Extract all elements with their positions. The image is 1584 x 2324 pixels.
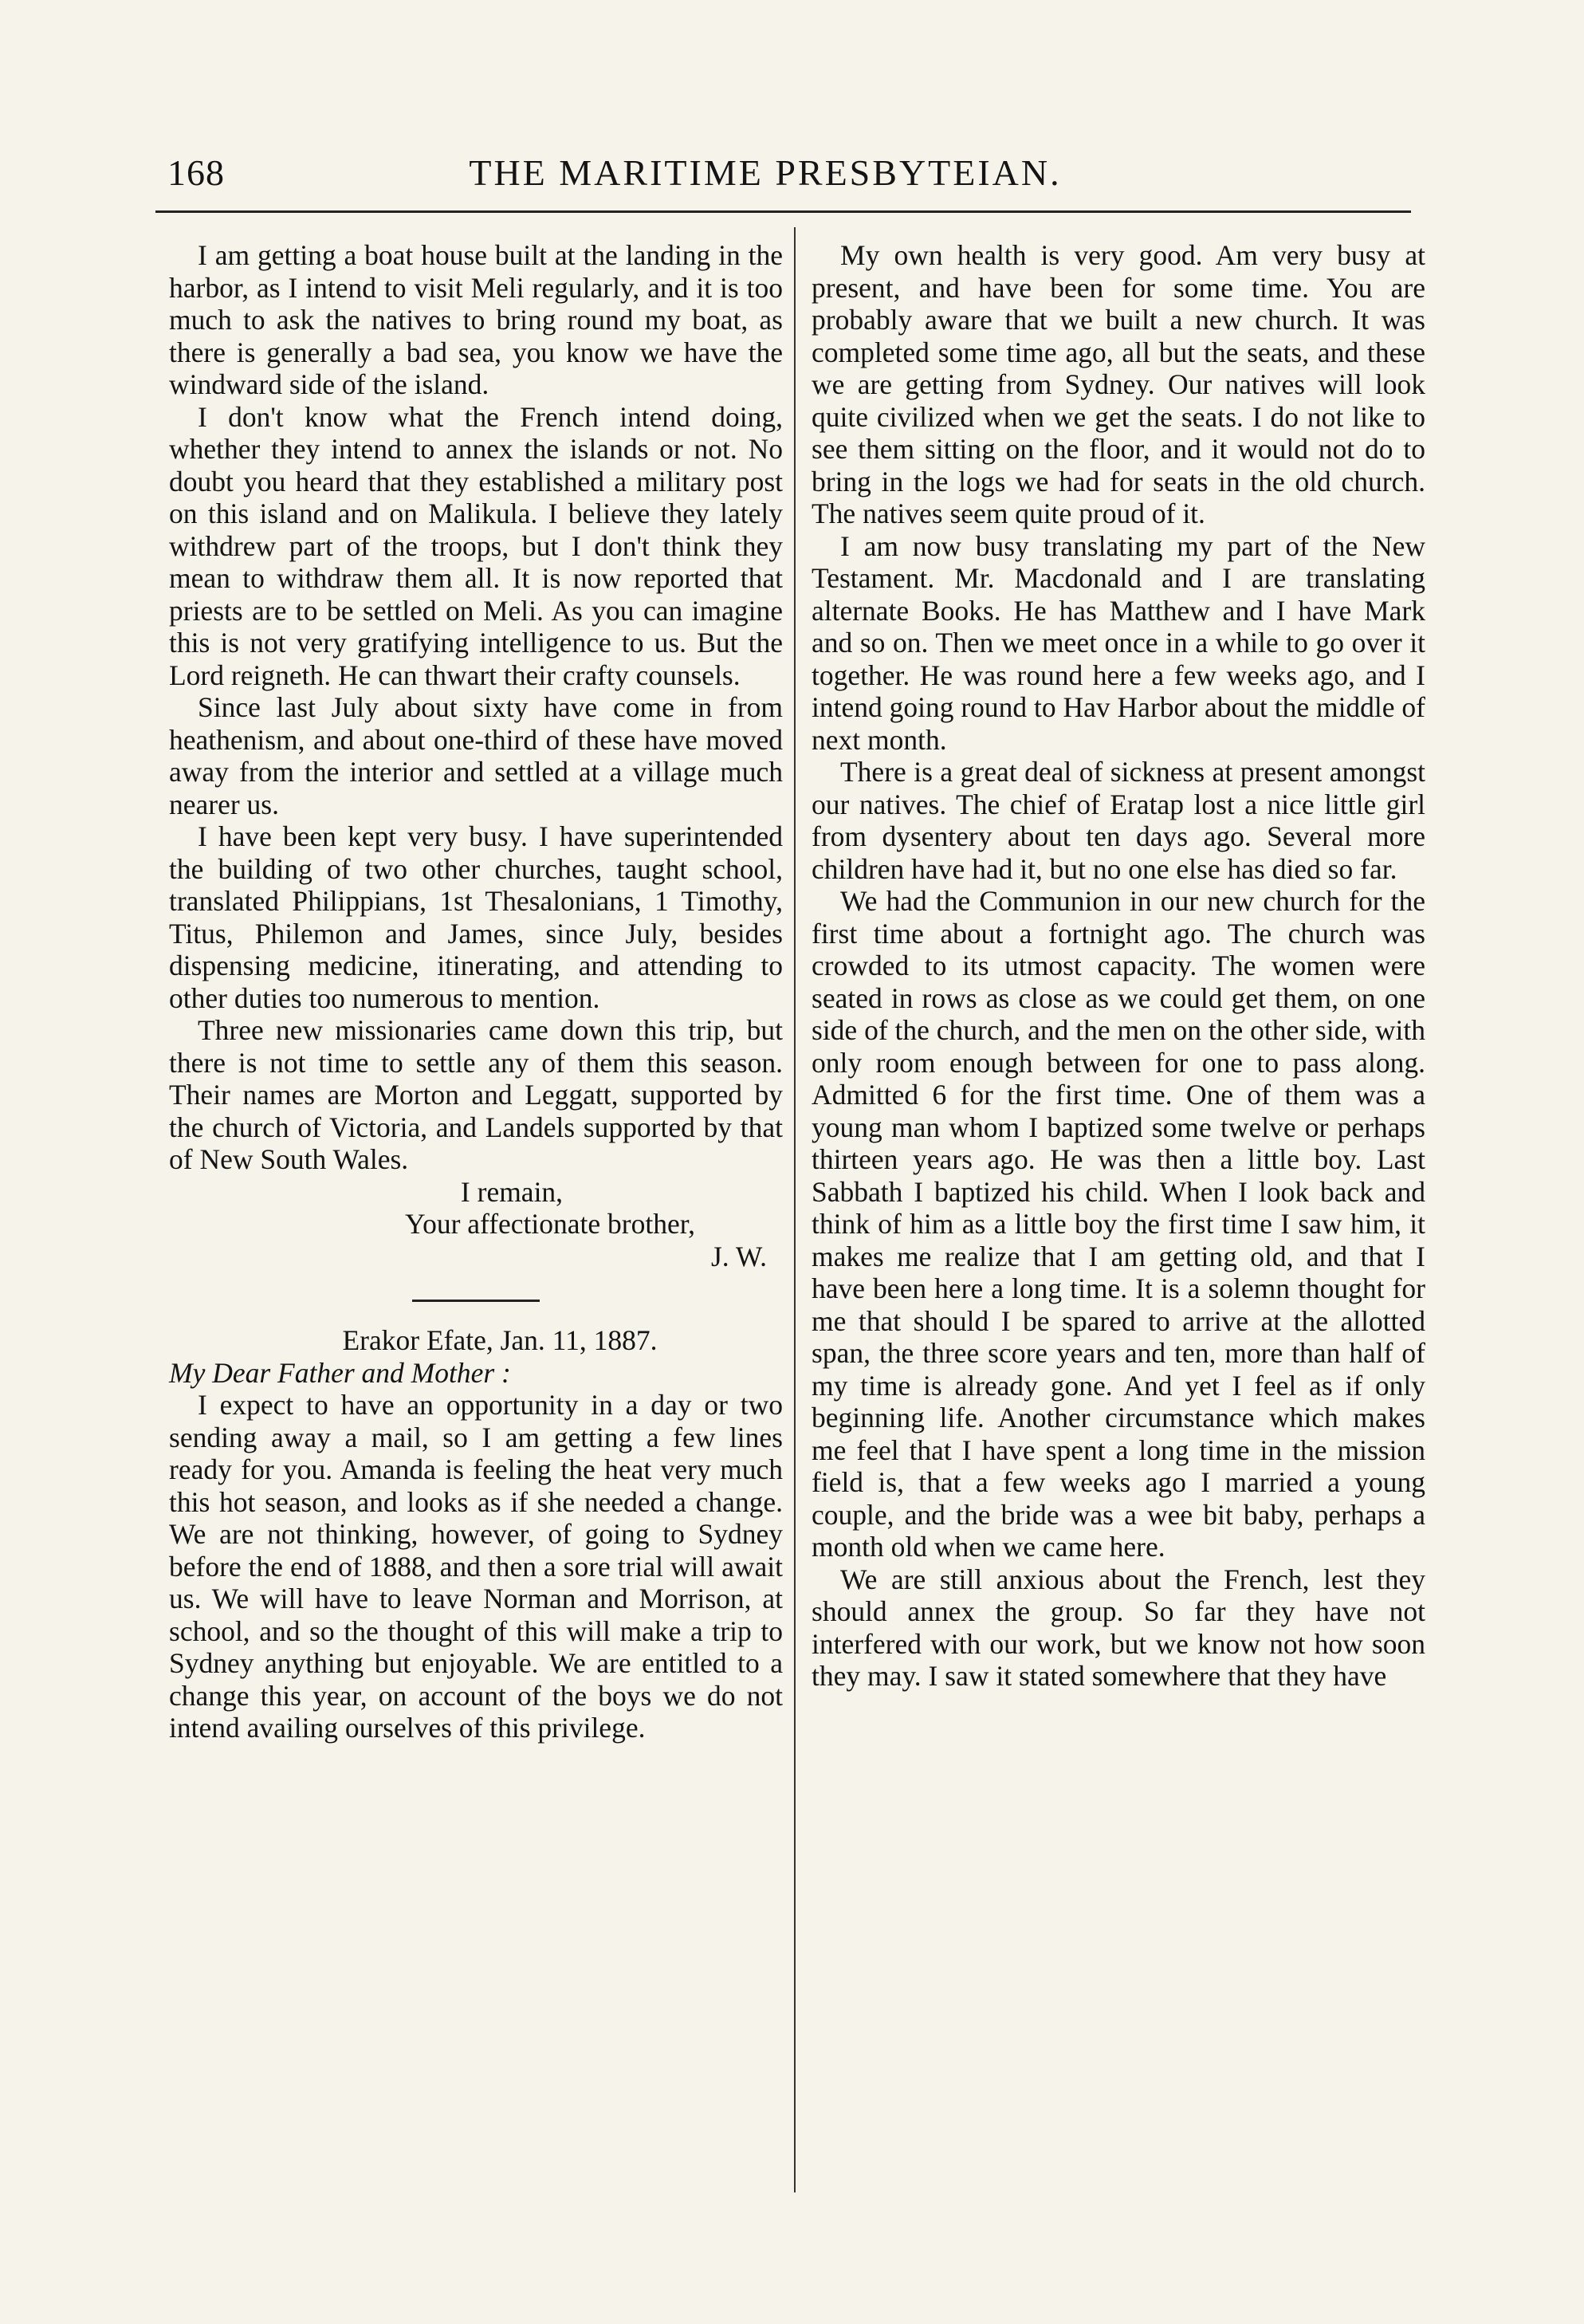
paragraph: I don't know what the French intend doing, whether they intend to annex the islands or not. No doubt you heard that they established a military post on this island and on Malikula. I believe they lately withdrew part of the troops, but I don't think they mean to withdraw them all. It is now reported that priests are to be settled on Meli. As you can imagine this is not very gratifying intelligence to us. But the Lord reigneth. He can thwart their crafty counsels. (169, 400, 783, 691)
signoff-remain: I remain, (460, 1175, 564, 1208)
paragraph: I have been kept very busy. I have superintended the building of two other churches, taught school, translated Philippians, 1st Thesalonians, 1 Timothy, Titus, Philemon and James, since July, besides dispensing medicine, itinerating, and attending to other duties too numerous to mention. (169, 820, 783, 1014)
page-number: 168 (167, 152, 225, 193)
letter-separator (412, 1300, 540, 1302)
left-column (169, 239, 783, 1744)
right-column (812, 239, 1425, 1693)
paragraph: Three new missionaries came down this trip, but there is not time to settle any of them this season. Their names are Morton and Leggatt, supported by the church of Victoria, and Landels supported by that of New South Wales. (169, 1014, 783, 1175)
paragraph: There is a great deal of sickness at present amongst our natives. The chief of Eratap lost a nice little girl from dysentery about ten days ago. Several more children have had it, but no one else has died so far. (812, 756, 1425, 885)
signoff-closing: Your affectionate brother, (405, 1208, 695, 1240)
letter-salutation: My Dear Father and Mother : (169, 1356, 511, 1389)
paragraph: I am getting a boat house built at the landing in the harbor, as I intend to visit Meli regularly, and it is too much to ask the natives to bring round my boat, as there is generally a bad sea, you know we have the windward side of the island. (169, 239, 783, 400)
page-header (120, 151, 1411, 199)
letter-dateline: Erakor Efate, Jan. 11, 1887. (342, 1324, 658, 1356)
paragraph: I expect to have an opportunity in a day or two sending away a mail, so I am getting a few lines ready for you. Amanda is feeling the heat very much this hot season, and looks as if she needed a change. We are not thinking, however, of going to Sydney before the end of 1888, and then a sore trial will await us. We will have to leave Norman and Morrison, at school, and so the thought of this will make a trip to Sydney anything but enjoyable. We are entitled to a change this year, on account of the boys we do not intend availing ourselves of this privilege. (169, 1389, 783, 1744)
column-divider (794, 227, 796, 2192)
paragraph: My own health is very good. Am very busy at present, and have been for some time. You are probably aware that we built a new church. It was completed some time ago, all but the seats, and these we are getting from Sydney. Our natives will look quite civilized when we get the seats. I do not like to see them sitting on the floor, and it would not do to bring in the logs we had for seats in the old church. The natives seem quite proud of it. (812, 239, 1425, 529)
paragraph: We are still anxious about the French, lest they should annex the group. So far they have not interfered with our work, but we know not how soon they may. I saw it stated somewhere that they have (812, 1563, 1425, 1692)
paragraph: We had the Communion in our new church for the first time about a fortnight ago. The church was crowded to its utmost capacity. The women were seated in rows as close as we could get them, on one side of the church, and the men on the other side, with only room enough between for one to pass along. Admitted 6 for the first time. One of them was a young man whom I baptized some twelve or perhaps thirteen years ago. He was then a little boy. Last Sabbath I baptized his child. When I look back and think of him as a little boy the first time I saw him, it makes me realize that I am getting old, and that I have been here a long time. It is a solemn thought for me that should I be spared to arrive at the allotted span, the three score years and ten, more than half of my time is already gone. And yet I feel as if only beginning life. Another circumstance which makes me feel that I have spent a long time in the mission field is, that a few weeks ago I married a young couple, and the bride was a wee bit baby, perhaps a month old when we came here. (812, 885, 1425, 1563)
header-rule (155, 210, 1411, 213)
running-title: THE MARITIME PRESBYTEIAN. (469, 152, 1062, 193)
paragraph: I am now busy translating my part of the New Testament. Mr. Macdonald and I are translating alternate Books. He has Matthew and I have Mark and so on. Then we meet once in a while to go over it together. He was round here a few weeks ago, and I intend going round to Hav Harbor about the middle of next month. (812, 529, 1425, 756)
paragraph: Since last July about sixty have come in from heathenism, and about one-third of these have moved away from the interior and settled at a village much nearer us. (169, 691, 783, 820)
signoff-initials: J. W. (710, 1240, 767, 1272)
